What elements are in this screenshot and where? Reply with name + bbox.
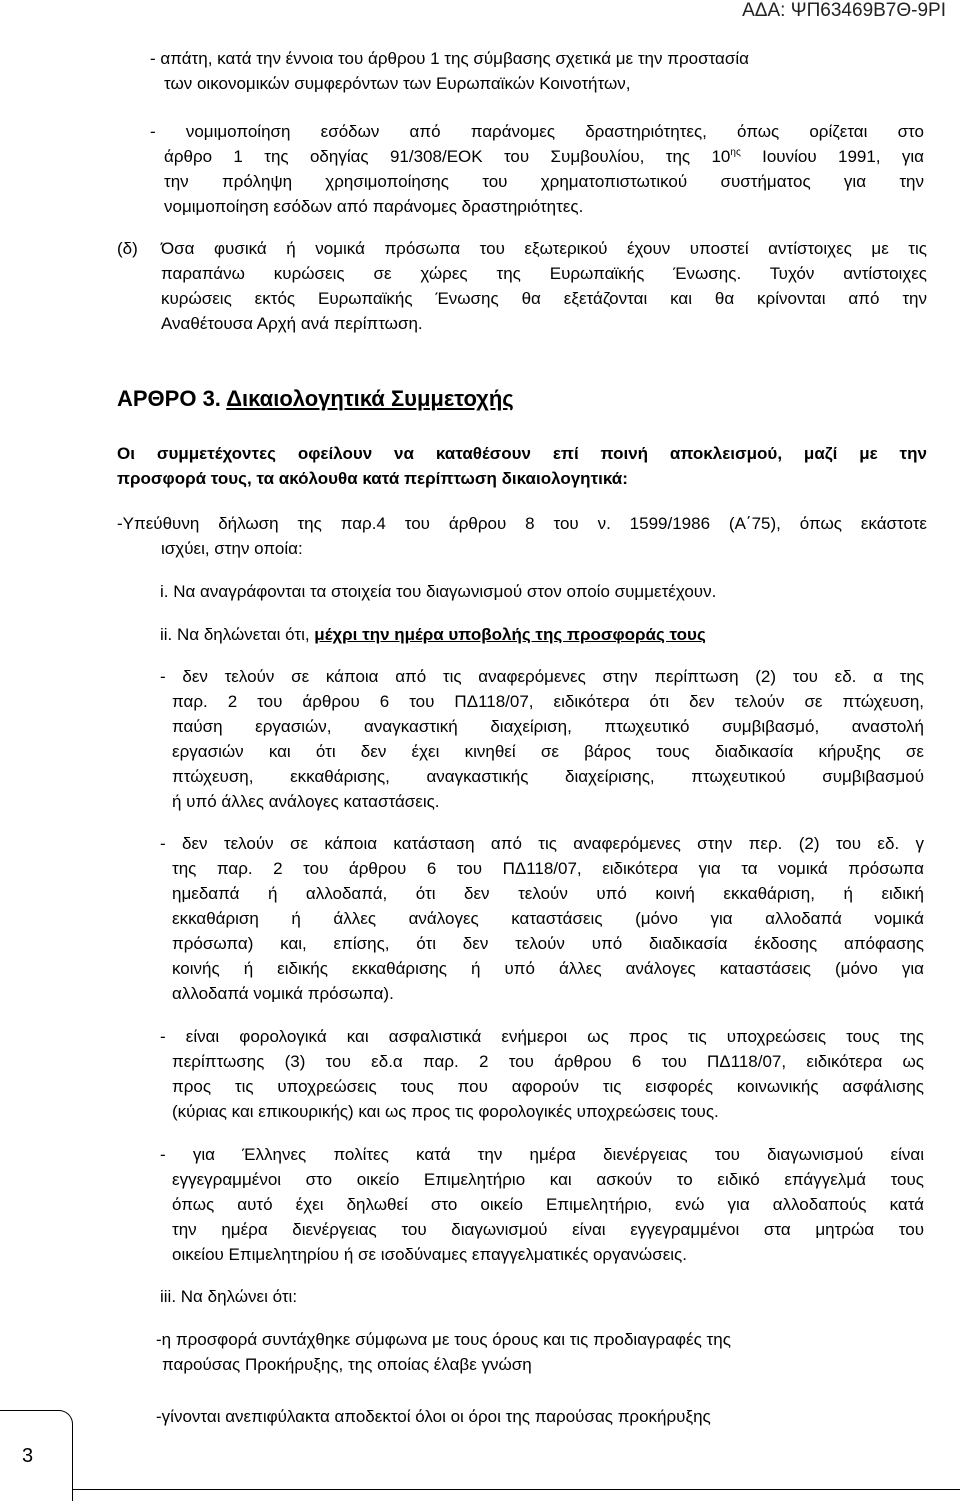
bullet-4	[160, 1142, 924, 1267]
bullet-line: πτώχευση, εκκαθάρισης, αναγκαστικής διαχείρισης, πτωχευτικού συμβιβασμού	[172, 767, 924, 786]
laundering-line: άρθρο 1 της οδηγίας 91/308/ΕΟΚ του Συμβουλίου, της $10^{\eta\varsigma}$ Ιουνίου 1991, για	[164, 147, 924, 166]
bullet-3	[160, 1024, 924, 1124]
bullet-line: πρόσωπα) και, επίσης, ότι δεν τελούν υπό διαδικασία έκδοσης απόφασης	[172, 934, 924, 953]
bullet-line: ή υπό άλλες ανάλογες καταστάσεις.	[172, 792, 440, 811]
item-iii-a-line: παρούσας Προκήρυξης, της οποίας έλαβε γνώση	[162, 1355, 532, 1374]
item-d-line: Όσα φυσικά ή νομικά πρόσωπα του εξωτερικού έχουν υποστεί αντίστοιχες με τις	[161, 239, 927, 258]
bullet-line: - είναι φορολογικά και ασφαλιστικά ενήμεροι ως προς τις υποχρεώσεις τους της	[160, 1027, 924, 1046]
item-d-line: Αναθέτουσα Αρχή ανά περίπτωση.	[161, 314, 423, 333]
item-ii-bold: μέχρι την ημέρα υποβολής της προσφοράς τους	[314, 625, 706, 644]
bullet-line: όπως αυτό έχει δηλωθεί στο οικείο Επιμελητήριο, ενώ για αλλοδαπούς κατά	[172, 1195, 924, 1214]
page-number-box	[0, 1410, 73, 1501]
fraud-item	[150, 46, 749, 96]
item-d-label: (δ)	[117, 239, 138, 258]
declaration-line: -Υπεύθυνη δήλωση της παρ.4 του άρθρου 8 του ν. 1599/1986 (Α΄75), όπως εκάστοτε	[117, 514, 927, 533]
bullet-line: - δεν τελούν σε κάποια από τις αναφερόμενες στην περίπτωση (2) του εδ. α της	[160, 667, 924, 686]
item-d-line: παραπάνω κυρώσεις σε χώρες της Ευρωπαϊκής Ένωσης. Τυχόν αντίστοιχες	[161, 264, 927, 283]
bullet-line: εργασιών και ότι δεν έχει κινηθεί σε βάρος τους διαδικασία κήρυξης σε	[172, 742, 924, 761]
bullet-line: (κύριας και επικουρικής) και ως προς τις φορολογικές υποχρεώσεις τους.	[172, 1102, 719, 1121]
laundering-line: την πρόληψη χρησιμοποίησης του χρηματοπιστωτικού συστήματος για την	[164, 172, 924, 191]
page-number: 3	[22, 1445, 34, 1467]
article-number: ΑΡΘΡΟ 3.	[117, 386, 221, 411]
article-title: Δικαιολογητικά Συμμετοχής	[226, 386, 514, 411]
bullet-line: - για Έλληνες πολίτες κατά την ημέρα διενέργειας του διαγωνισμού είναι	[160, 1145, 924, 1164]
laundering-item	[150, 119, 924, 219]
item-ii: ii. Να δηλώνεται ότι, μέχρι την ημέρα υποβολής της προσφοράς τους	[160, 625, 706, 644]
bullet-line: παύση εργασιών, αναγκαστική διαχείριση, πτωχευτικό συμβιβασμό, αναστολή	[172, 717, 924, 736]
ada-code: ΑΔΑ: ΨΠ63469Β7Θ-9ΡΙ	[742, 0, 946, 21]
laundering-line: νομιμοποίηση εσόδων από παράνομες δραστηριότητες.	[164, 197, 584, 216]
bullet-line: εγγεγραμμένοι στο οικείο Επιμελητήριο και ασκούν το ειδικό επάγγελμά τους	[172, 1170, 924, 1189]
item-iii-b: -γίνονται ανεπιφύλακτα αποδεκτοί όλοι οι όροι της παρούσας προκήρυξης	[156, 1407, 711, 1426]
declaration	[117, 511, 927, 561]
item-d	[117, 236, 927, 336]
bullet-line: εκκαθάριση ή άλλες ανάλογες καταστάσεις (μόνο για αλλοδαπά νομικά	[172, 909, 924, 928]
declaration-line: ισχύει, στην οποία:	[161, 539, 303, 558]
bullet-line: την ημέρα διενέργειας του διαγωνισμού είναι εγγεγραμμένοι στα μητρώα του	[172, 1220, 924, 1239]
fraud-line: - απάτη, κατά την έννοια του άρθρου 1 της σύμβασης σχετικά με την προστασία	[150, 49, 749, 68]
laundering-line: - νομιμοποίηση εσόδων από παράνομες δραστηριότητες, όπως ορίζεται στο	[150, 122, 924, 141]
bullet-1	[160, 664, 924, 814]
article-heading	[117, 386, 514, 412]
bullet-line: οικείου Επιμελητηρίου ή σε ισοδύναμες επαγγελματικές οργανώσεις.	[172, 1245, 687, 1264]
item-iii-a-line: -η προσφορά συντάχθηκε σύμφωνα με τους όρους και τις προδιαγραφές της	[156, 1330, 731, 1349]
bullet-line: κοινής ή ειδικής εκκαθάρισης ή υπό άλλες ανάλογες καταστάσεις (μόνο για	[172, 959, 924, 978]
intro-line: προσφορά τους, τα ακόλουθα κατά περίπτωση δικαιολογητικά:	[117, 469, 628, 488]
bullet-line: ημεδαπά ή αλλοδαπά, ότι δεν τελούν υπό κοινή εκκαθάριση, ή ειδική	[172, 884, 924, 903]
bullet-line: περίπτωσης (3) του εδ.α παρ. 2 του άρθρου 6 του ΠΔ118/07, ειδικότερα ως	[172, 1052, 924, 1071]
footer-rule	[72, 1489, 960, 1490]
intro-line: Οι συμμετέχοντες οφείλουν να καταθέσουν επί ποινή αποκλεισμού, μαζί με την	[117, 444, 927, 463]
bullet-line: της παρ. 2 του άρθρου 6 του ΠΔ118/07, ειδικότερα για τα νομικά πρόσωπα	[172, 859, 924, 878]
bullet-line: προς τις υποχρεώσεις τους που αφορούν τις εισφορές κοινωνικής ασφάλισης	[172, 1077, 924, 1096]
item-i: i. Να αναγράφονται τα στοιχεία του διαγωνισμού στον οποίο συμμετέχουν.	[160, 582, 717, 601]
superscript: ης	[730, 147, 741, 158]
bullet-line: παρ. 2 του άρθρου 6 του ΠΔ118/07, ειδικότερα ότι δεν τελούν σε πτώχευση,	[172, 692, 924, 711]
item-iii: iii. Να δηλώνει ότι:	[160, 1287, 298, 1306]
intro	[117, 441, 927, 491]
item-d-line: κυρώσεις εκτός Ευρωπαϊκής Ένωσης θα εξετάζονται και θα κρίνονται από την	[161, 289, 927, 308]
item-iii-a	[156, 1327, 731, 1377]
bullet-2	[160, 831, 924, 1006]
fraud-line: των οικονομικών συμφερόντων των Ευρωπαϊκών Κοινοτήτων,	[164, 74, 631, 93]
bullet-line: αλλοδαπά νομικά πρόσωπα).	[172, 984, 394, 1003]
bullet-line: - δεν τελούν σε κάποια κατάσταση από τις αναφερόμενες στην περ. (2) του εδ. γ	[160, 834, 924, 853]
